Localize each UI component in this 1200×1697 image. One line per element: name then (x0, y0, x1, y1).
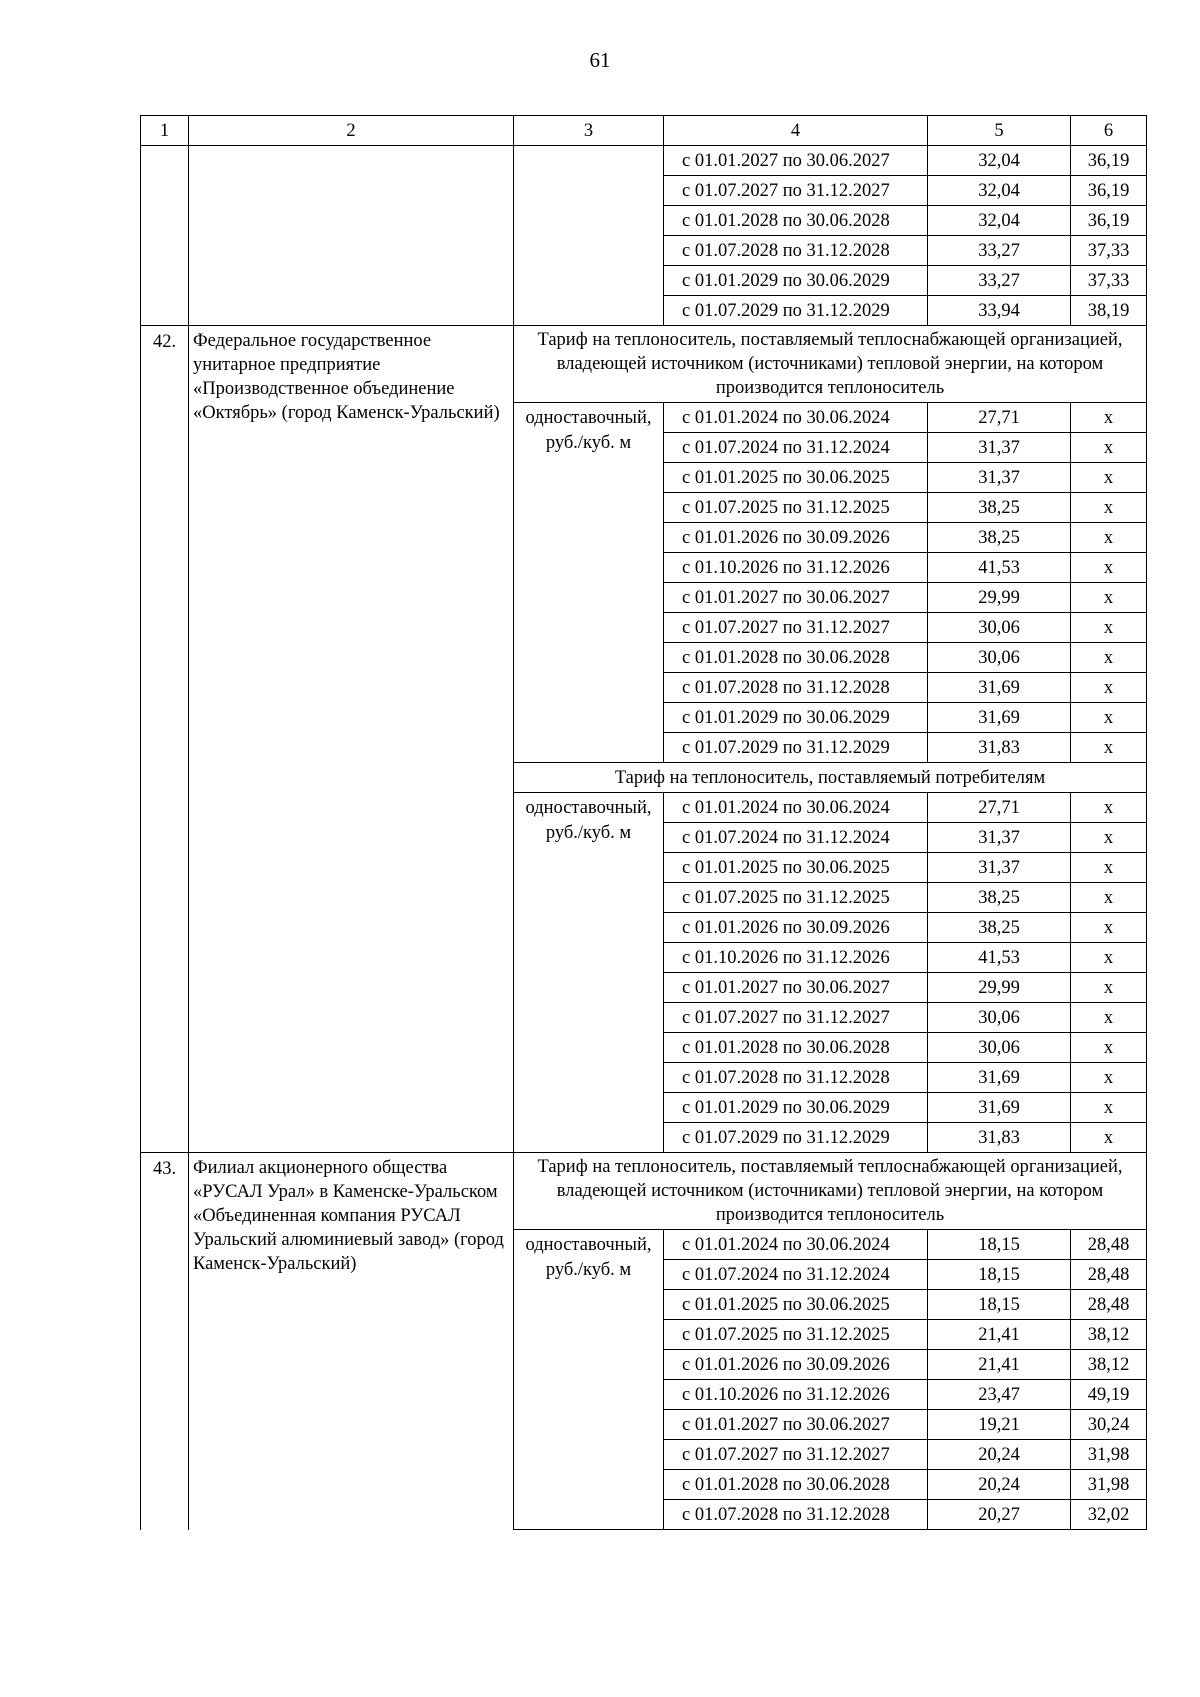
rate-col6-cell: х (1071, 463, 1147, 493)
item-number: 43. (141, 1153, 189, 1530)
header-cell: 2 (189, 116, 514, 146)
period-cell: с 01.01.2026 по 30.09.2026 (664, 913, 928, 943)
rate-col5-cell: 31,37 (928, 853, 1071, 883)
period-cell: с 01.01.2027 по 30.06.2027 (664, 1410, 928, 1440)
item-number: 42. (141, 326, 189, 1153)
period-cell: с 01.01.2024 по 30.06.2024 (664, 793, 928, 823)
period-cell: с 01.01.2027 по 30.06.2027 (664, 973, 928, 1003)
section-title: Тариф на теплоноситель, поставляемый теплоснабжающей организацией, владеющей источником (источниками) тепловой энергии, на котором производится теплоноситель (514, 1153, 1147, 1230)
rate-col6-cell: 36,19 (1071, 176, 1147, 206)
period-cell: с 01.07.2025 по 31.12.2025 (664, 493, 928, 523)
rate-col5-cell: 30,06 (928, 613, 1071, 643)
rate-col5-cell: 21,41 (928, 1320, 1071, 1350)
section-title: Тариф на теплоноситель, поставляемый потребителям (514, 763, 1147, 793)
rate-type-cell: одноставочный, руб./куб. м (514, 1230, 664, 1530)
period-cell: с 01.07.2027 по 31.12.2027 (664, 1440, 928, 1470)
rate-col6-cell: 36,19 (1071, 206, 1147, 236)
rate-col5-cell: 41,53 (928, 943, 1071, 973)
period-cell: с 01.07.2028 по 31.12.2028 (664, 673, 928, 703)
rate-col6-cell: х (1071, 733, 1147, 763)
rate-col6-cell: х (1071, 583, 1147, 613)
rate-col6-cell: 31,98 (1071, 1440, 1147, 1470)
period-cell: с 01.01.2028 по 30.06.2028 (664, 1470, 928, 1500)
rate-col5-cell: 33,27 (928, 236, 1071, 266)
rate-col6-cell: х (1071, 403, 1147, 433)
rate-col5-cell: 18,15 (928, 1260, 1071, 1290)
tariff-table (140, 115, 1147, 1530)
period-cell: с 01.01.2028 по 30.06.2028 (664, 1033, 928, 1063)
rate-col6-cell: х (1071, 553, 1147, 583)
rate-col6-cell: 38,19 (1071, 296, 1147, 326)
period-cell: с 01.07.2024 по 31.12.2024 (664, 1260, 928, 1290)
rate-col6-cell: х (1071, 793, 1147, 823)
rate-col6-cell: х (1071, 943, 1147, 973)
rate-col6-cell: 28,48 (1071, 1230, 1147, 1260)
rate-col6-cell: 36,19 (1071, 146, 1147, 176)
rate-col6-cell: х (1071, 1003, 1147, 1033)
header-cell: 5 (928, 116, 1071, 146)
rate-col6-cell: х (1071, 1093, 1147, 1123)
rate-col6-cell: 30,24 (1071, 1410, 1147, 1440)
period-cell: с 01.07.2029 по 31.12.2029 (664, 1123, 928, 1153)
rate-type-cell: одноставочный, руб./куб. м (514, 403, 664, 763)
period-cell: с 01.07.2025 по 31.12.2025 (664, 1320, 928, 1350)
period-cell: с 01.10.2026 по 31.12.2026 (664, 943, 928, 973)
period-cell: с 01.01.2027 по 30.06.2027 (664, 146, 928, 176)
rate-col5-cell: 20,24 (928, 1470, 1071, 1500)
rate-col5-cell: 32,04 (928, 176, 1071, 206)
rate-col5-cell: 38,25 (928, 523, 1071, 553)
rate-col5-cell: 31,37 (928, 433, 1071, 463)
rate-col5-cell: 38,25 (928, 913, 1071, 943)
rate-col6-cell: 38,12 (1071, 1320, 1147, 1350)
rate-col5-cell: 32,04 (928, 146, 1071, 176)
rate-col6-cell: х (1071, 883, 1147, 913)
organization-cell (189, 146, 514, 326)
rate-col5-cell: 31,83 (928, 1123, 1071, 1153)
rate-col6-cell: х (1071, 703, 1147, 733)
period-cell: с 01.07.2025 по 31.12.2025 (664, 883, 928, 913)
rate-col5-cell: 19,21 (928, 1410, 1071, 1440)
period-cell: с 01.01.2027 по 30.06.2027 (664, 583, 928, 613)
rate-col5-cell: 33,94 (928, 296, 1071, 326)
rate-col5-cell: 27,71 (928, 793, 1071, 823)
rate-col6-cell: х (1071, 523, 1147, 553)
period-cell: с 01.01.2029 по 30.06.2029 (664, 266, 928, 296)
period-cell: с 01.07.2029 по 31.12.2029 (664, 296, 928, 326)
rate-col6-cell: х (1071, 613, 1147, 643)
rate-col5-cell: 31,69 (928, 1063, 1071, 1093)
rate-col5-cell: 29,99 (928, 583, 1071, 613)
period-cell: с 01.07.2027 по 31.12.2027 (664, 176, 928, 206)
period-cell: с 01.07.2024 по 31.12.2024 (664, 433, 928, 463)
period-cell: с 01.07.2029 по 31.12.2029 (664, 733, 928, 763)
section-title: Тариф на теплоноситель, поставляемый теплоснабжающей организацией, владеющей источником (источниками) тепловой энергии, на котором производится теплоноситель (514, 326, 1147, 403)
rate-col6-cell: 31,98 (1071, 1470, 1147, 1500)
period-cell: с 01.07.2024 по 31.12.2024 (664, 823, 928, 853)
section-title-row (141, 326, 1147, 403)
rate-col6-cell: х (1071, 1063, 1147, 1093)
rate-col5-cell: 30,06 (928, 1003, 1071, 1033)
rate-col5-cell: 29,99 (928, 973, 1071, 1003)
organization-name: Филиал акционерного общества «РУСАЛ Урал» в Каменске-Уральском «Объединенная компания РУСАЛ Уральский алюминиевый завод» (город Каменск-Уральский) (189, 1153, 514, 1530)
period-cell: с 01.01.2025 по 30.06.2025 (664, 463, 928, 493)
table-row (141, 146, 1147, 176)
rate-col5-cell: 33,27 (928, 266, 1071, 296)
rate-col6-cell: х (1071, 1033, 1147, 1063)
rate-col5-cell: 30,06 (928, 643, 1071, 673)
period-cell: с 01.01.2026 по 30.09.2026 (664, 1350, 928, 1380)
period-cell: с 01.01.2028 по 30.06.2028 (664, 643, 928, 673)
header-cell: 1 (141, 116, 189, 146)
header-cell: 4 (664, 116, 928, 146)
rate-col6-cell: 38,12 (1071, 1350, 1147, 1380)
rate-col5-cell: 23,47 (928, 1380, 1071, 1410)
rate-col6-cell: х (1071, 673, 1147, 703)
rate-type-cell (514, 146, 664, 326)
rate-col6-cell: 37,33 (1071, 236, 1147, 266)
rate-col6-cell: х (1071, 493, 1147, 523)
period-cell: с 01.01.2025 по 30.06.2025 (664, 853, 928, 883)
rate-col5-cell: 27,71 (928, 403, 1071, 433)
rate-col5-cell: 18,15 (928, 1230, 1071, 1260)
rate-col5-cell: 31,69 (928, 703, 1071, 733)
organization-name: Федеральное государственное унитарное предприятие «Производственное объединение «Октябрь» (город Каменск-Уральский) (189, 326, 514, 1153)
rate-col6-cell: 28,48 (1071, 1260, 1147, 1290)
rate-col5-cell: 31,69 (928, 1093, 1071, 1123)
rate-col5-cell: 31,37 (928, 823, 1071, 853)
period-cell: с 01.07.2027 по 31.12.2027 (664, 613, 928, 643)
rate-col5-cell: 31,83 (928, 733, 1071, 763)
period-cell: с 01.07.2028 по 31.12.2028 (664, 236, 928, 266)
page-number: 61 (589, 48, 611, 72)
period-cell: с 01.01.2026 по 30.09.2026 (664, 523, 928, 553)
rate-col6-cell: 37,33 (1071, 266, 1147, 296)
period-cell: с 01.07.2028 по 31.12.2028 (664, 1500, 928, 1530)
rate-col6-cell: х (1071, 913, 1147, 943)
header-cell: 6 (1071, 116, 1147, 146)
period-cell: с 01.10.2026 по 31.12.2026 (664, 553, 928, 583)
period-cell: с 01.01.2024 по 30.06.2024 (664, 403, 928, 433)
rate-col5-cell: 38,25 (928, 883, 1071, 913)
rate-col5-cell: 30,06 (928, 1033, 1071, 1063)
rate-col6-cell: х (1071, 823, 1147, 853)
item-number-cell (141, 146, 189, 326)
rate-col5-cell: 20,24 (928, 1440, 1071, 1470)
rate-col6-cell: 32,02 (1071, 1500, 1147, 1530)
rate-col5-cell: 20,27 (928, 1500, 1071, 1530)
period-cell: с 01.07.2028 по 31.12.2028 (664, 1063, 928, 1093)
rate-col5-cell: 21,41 (928, 1350, 1071, 1380)
section-title-row (141, 1153, 1147, 1230)
header-cell: 3 (514, 116, 664, 146)
rate-col6-cell: 49,19 (1071, 1380, 1147, 1410)
rate-col6-cell: х (1071, 1123, 1147, 1153)
period-cell: с 01.01.2029 по 30.06.2029 (664, 703, 928, 733)
period-cell: с 01.07.2027 по 31.12.2027 (664, 1003, 928, 1033)
rate-col5-cell: 41,53 (928, 553, 1071, 583)
period-cell: с 01.01.2025 по 30.06.2025 (664, 1290, 928, 1320)
rate-col5-cell: 18,15 (928, 1290, 1071, 1320)
rate-col5-cell: 31,69 (928, 673, 1071, 703)
period-cell: с 01.01.2029 по 30.06.2029 (664, 1093, 928, 1123)
rate-col6-cell: х (1071, 433, 1147, 463)
period-cell: с 01.10.2026 по 31.12.2026 (664, 1380, 928, 1410)
rate-type-cell: одноставочный, руб./куб. м (514, 793, 664, 1153)
rate-col6-cell: 28,48 (1071, 1290, 1147, 1320)
period-cell: с 01.01.2028 по 30.06.2028 (664, 206, 928, 236)
period-cell: с 01.01.2024 по 30.06.2024 (664, 1230, 928, 1260)
header-row (141, 116, 1147, 146)
rate-col6-cell: х (1071, 973, 1147, 1003)
rate-col5-cell: 38,25 (928, 493, 1071, 523)
rate-col6-cell: х (1071, 853, 1147, 883)
rate-col5-cell: 32,04 (928, 206, 1071, 236)
rate-col6-cell: х (1071, 643, 1147, 673)
rate-col5-cell: 31,37 (928, 463, 1071, 493)
